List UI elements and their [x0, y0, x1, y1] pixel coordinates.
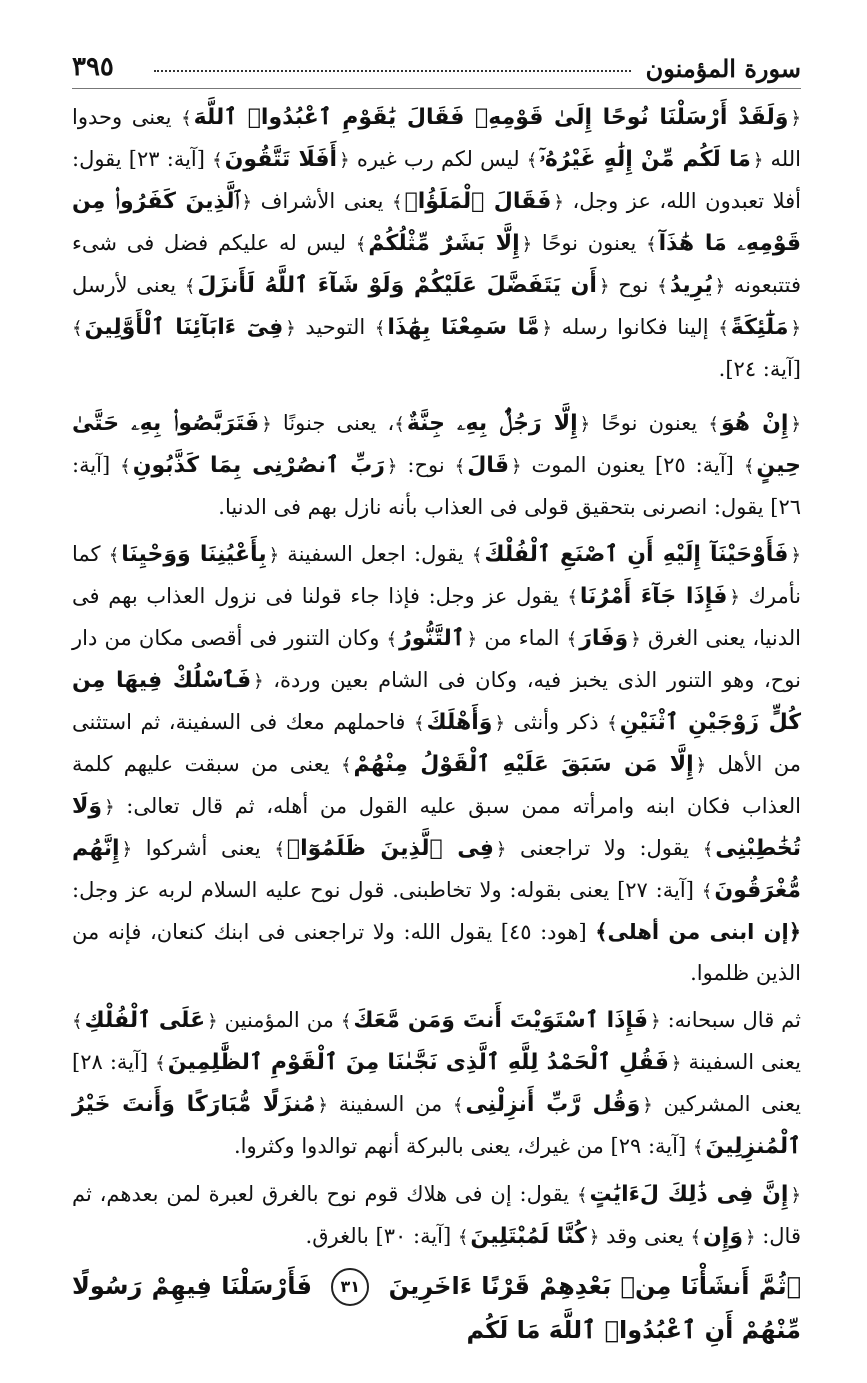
verse-quote: ﴿ إِنَّ فِى ذَٰلِكَ لَءَايَٰتٍ ﴾	[577, 1182, 801, 1207]
commentary-text: يقول عز وجل: فإذا جاء قولنا فى نزول العذاب بهم فى الدنيا، يعنى الغرق	[72, 584, 801, 650]
commentary-text: من المؤمنين	[217, 1008, 341, 1032]
verse-quote: ﴿ إِلَّا مَن سَبَقَ عَلَيْهِ ٱلْقَوْلُ مِنْهُمْ ﴾	[341, 752, 706, 777]
verse-quote: ﴿ مَلَٰٓئِكَةً ﴾	[718, 315, 801, 340]
paragraph	[72, 1174, 801, 1258]
commentary-text: ثم قال سبحانه:	[660, 1008, 801, 1032]
ayah-number-marker: ٣١	[331, 1268, 369, 1306]
paragraph	[72, 534, 801, 994]
commentary-text: يعنى من سبقت عليهم كلمة العذاب فكان ابنه وامرأته ممن سبق عليه القول من أهله، ثم قال تعالى:	[72, 752, 801, 818]
commentary-text: يقول: ولا تراجعنى	[506, 836, 703, 860]
verse-quote: ﴿ ٱلَّذِينَ كَفَرُوا۟ مِن قَوْمِهِۦ مَا هَٰذَآ ﴾	[72, 189, 801, 256]
closing-verse-part-2: فَأَرْسَلْنَا فِيهِمْ رَسُولًا مِّنْهُمْ أَنِ ٱعْبُدُوا۟ ٱللَّهَ مَا لَكُم	[72, 1272, 801, 1344]
commentary-text: يعنى السفينة	[681, 1050, 801, 1074]
verse-quote: ﴿ فَإِذَا ٱسْتَوَيْتَ أَنتَ وَمَن مَّعَكَ ﴾	[341, 1008, 661, 1033]
verse-quote: ﴿ قَالَ ﴾	[455, 453, 522, 478]
paragraph	[72, 1000, 801, 1168]
verse-quote: ﴿ فَٱسْلُكْ فِيهَا مِن كُلٍّ زَوْجَيْنِ ٱثْنَيْنِ ﴾	[72, 668, 801, 735]
verse-quote: ﴿ أَن يَتَفَضَّلَ عَلَيْكُمْ وَلَوْ شَآءَ ٱللَّهُ لَأَنزَلَ ﴾	[185, 273, 610, 298]
page-number: ٣٩٥	[72, 52, 114, 82]
surah-title: سورة المؤمنون	[645, 54, 801, 83]
verse-quote: ﴿ إِنْ هُوَ ﴾	[708, 411, 801, 436]
paragraph	[72, 403, 801, 528]
commentary-text: ليس لكم رب غيره	[349, 147, 527, 171]
commentary-text: يعنى أشركوا	[132, 836, 275, 860]
closing-verse-part-1: ﴿ثُمَّ أَنشَأْنَا مِنۢ بَعْدِهِمْ قَرْنًا ءَاخَرِينَ	[388, 1272, 802, 1300]
verse-quote: ﴿ إِنَّهُم مُّغْرَقُونَ ﴾	[72, 836, 801, 903]
verse-quote: ﴿ مُنزَلًا مُّبَارَكًا وَأَنتَ خَيْرُ ٱلْمُنزِلِينَ ﴾	[72, 1092, 801, 1159]
verse-quote: ﴿ عَلَى ٱلْفُلْكِ ﴾	[72, 1008, 218, 1033]
verse-quote: ﴿ فَإِذَا جَآءَ أَمْرُنَا ﴾	[567, 584, 740, 609]
commentary-text: ، يعنى جنونًا	[271, 411, 395, 435]
commentary-text: [آية: ٢٩] من غيرك، يعنى بالبركة أنهم توالدوا وكثروا.	[233, 1134, 693, 1158]
verse-quote: ﴿ فِى ٱلَّذِينَ ظَلَمُوٓا۟ ﴾	[274, 836, 506, 861]
commentary-text: التوحيد	[295, 315, 375, 339]
commentary-text: يعنى لأرسل	[72, 273, 185, 297]
commentary-text: كما نأمرك	[72, 542, 801, 608]
commentary-text: يقول: إن فى هلاك قوم نوح بالغرق لعبرة لمن بعدهم، ثم قال:	[72, 1182, 801, 1248]
verse-quote: ﴿ ٱلتَّنُّورُ ﴾	[387, 626, 478, 651]
commentary-text: إلينا فكانوا رسله	[552, 315, 719, 339]
verse-quote: ﴿ فَقَالَ ٱلْمَلَؤُا۟ ﴾	[392, 189, 564, 214]
commentary-text: الماء من	[477, 626, 567, 650]
verse-quote: ﴿ رَبِّ ٱنصُرْنِى بِمَا كَذَّبُونِ ﴾	[120, 453, 397, 478]
verse-quote: ﴿ إِلَّا بَشَرٌ مِّثْلُكُمْ ﴾	[356, 231, 532, 256]
verse-quote: ﴿ فَقُلِ ٱلْحَمْدُ لِلَّهِ ٱلَّذِى نَجَّىٰنَا مِنَ ٱلْقَوْمِ ٱلظَّٰلِمِينَ ﴾	[155, 1050, 681, 1075]
verse-quote: ﴿ وَقُل رَّبِّ أَنزِلْنِى ﴾	[453, 1092, 653, 1117]
commentary-text: [آية: ٢٧] يعنى بقوله: ولا تخاطبنى. قول نوح عليه السلام لربه عز وجل:	[72, 878, 702, 902]
paragraph	[72, 97, 801, 390]
commentary-text: يعنون نوحًا	[532, 231, 647, 255]
cross-reference-quote: ﴿إن ابنى من أهلى﴾	[595, 920, 801, 944]
commentary-text: يقول: اجعل السفينة	[279, 542, 472, 566]
commentary-text: نوح	[609, 273, 658, 297]
commentary-text: [آية: ٢٥] يعنون الموت	[521, 453, 744, 477]
commentary-text: يعنى وقد	[599, 1224, 691, 1248]
verse-quote: ﴿ أَفَلَا تَتَّقُونَ ﴾	[212, 147, 350, 172]
closing-verse	[72, 1264, 801, 1352]
commentary-text: [هود: ٤٥] يقول الله: ولا تراجعنى فى ابنك كنعان، فإنه من الذين ظلموا.	[72, 920, 801, 985]
commentary-text: [آية: ٣٠] بالغرق.	[305, 1224, 458, 1248]
commentary-text: يعنى وحدوا الله	[72, 105, 801, 171]
commentary-text: [آية: ٢٦] يقول: انصرنى بتحقيق قولى فى العذاب بأنه نازل بهم فى الدنيا.	[72, 453, 801, 519]
dotted-leader	[154, 70, 631, 72]
commentary-text: فاحملهم معك فى السفينة، ثم استثنى من الأهل	[72, 710, 801, 776]
verse-quote: ﴿ وَلَا تُخَٰطِبْنِى ﴾	[72, 794, 801, 861]
verse-quote: ﴿ مَا لَكُم مِّنْ إِلَٰهٍ غَيْرُهُۥٓ ﴾	[527, 147, 764, 172]
commentary-text: نوح:	[397, 453, 455, 477]
verse-quote: ﴿ فَأَوْحَيْنَآ إِلَيْهِ أَنِ ٱصْنَعِ ٱلْفُلْكَ ﴾	[472, 542, 801, 567]
verse-quote: ﴿ يُرِيدُ ﴾	[657, 273, 725, 298]
verse-quote: ﴿ وَفَارَ ﴾	[567, 626, 641, 651]
commentary-text: يعنون نوحًا	[590, 411, 709, 435]
commentary-text: ذكر وأنثى	[504, 710, 608, 734]
commentary-text: [آية: ٢٣] يقول: أفلا تعبدون الله، عز وجل،	[72, 147, 801, 213]
commentary-text: وكان التنور فى أقصى مكان من دار نوح، وهو التنور الذى يخبز فيه، وكان فى الشام بعين وردة،	[72, 626, 801, 692]
verse-quote: ﴿ بِأَعْيُنِنَا وَوَحْيِنَا ﴾	[109, 542, 279, 567]
verse-quote: ﴿ فِىٓ ءَابَآئِنَا ٱلْأَوَّلِينَ ﴾	[72, 315, 296, 340]
page-header	[72, 46, 801, 89]
verse-quote: ﴿ إِلَّا رَجُلٌۢ بِهِۦ جِنَّةٌ ﴾	[394, 411, 590, 436]
commentary-body	[72, 97, 801, 1258]
verse-quote: ﴿ فَتَرَبَّصُوا۟ بِهِۦ حَتَّىٰ حِينٍ ﴾	[72, 411, 801, 478]
verse-quote: ﴿ وَإِن ﴾	[690, 1224, 755, 1249]
verse-quote: ﴿ وَلَقَدْ أَرْسَلْنَا نُوحًا إِلَىٰ قَوْمِهِۦ فَقَالَ يَٰقَوْمِ ٱعْبُدُوا۟ ٱللَّهَ ﴾	[181, 105, 801, 130]
verse-quote: ﴿ كُنَّا لَمُبْتَلِينَ ﴾	[458, 1224, 600, 1249]
commentary-text: يعنى الأشراف	[252, 189, 393, 213]
commentary-text: [آية: ٢٤].	[718, 357, 801, 381]
verse-quote: ﴿ مَّا سَمِعْنَا بِهَٰذَا ﴾	[375, 315, 552, 340]
commentary-text: [آية: ٢٨] يعنى المشركين	[72, 1050, 802, 1116]
commentary-text: من السفينة	[328, 1092, 453, 1116]
verse-quote: ﴿ وَأَهْلَكَ ﴾	[414, 710, 505, 735]
commentary-text: ليس له عليكم فضل فى شىء فتتبعونه	[72, 231, 801, 297]
